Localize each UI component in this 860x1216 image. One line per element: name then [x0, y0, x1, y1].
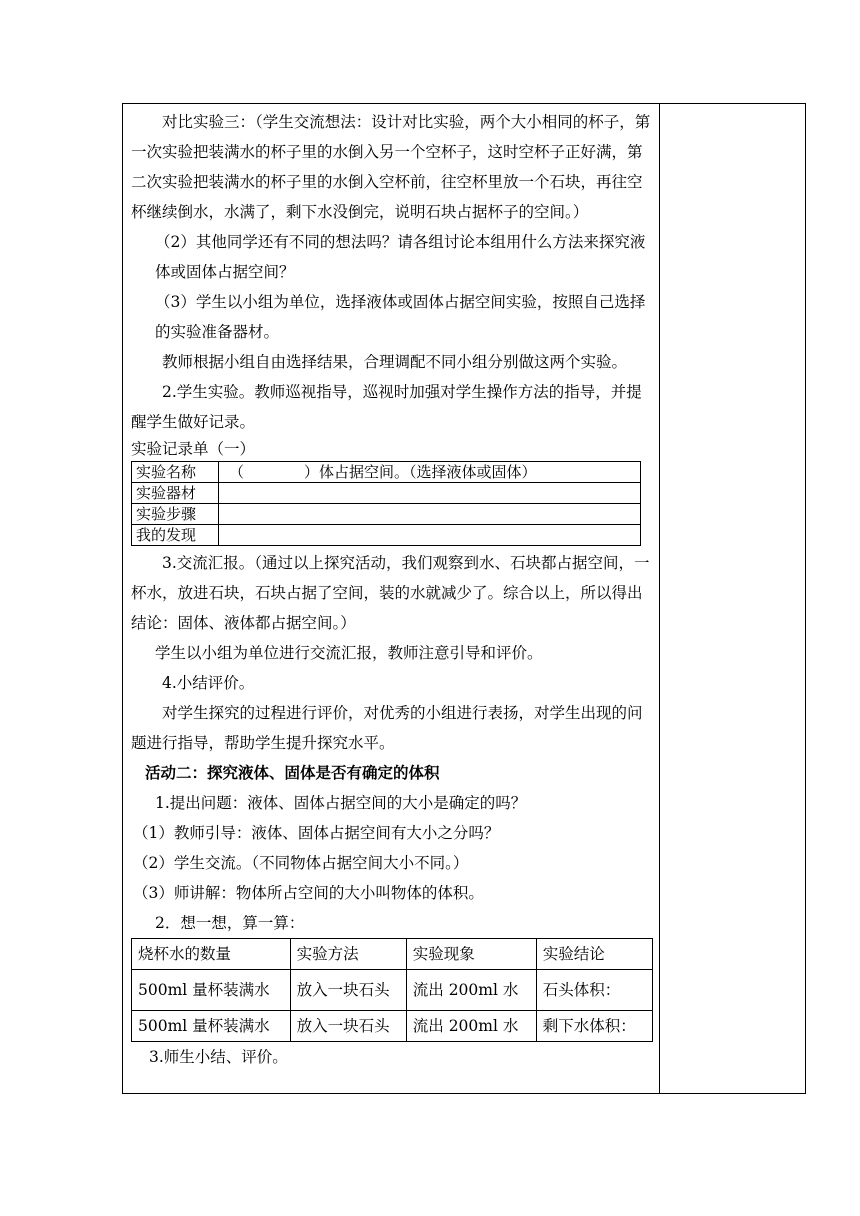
table-cell — [219, 504, 641, 525]
table-row — [132, 504, 641, 525]
table-header-cell: 实验现象 — [406, 939, 536, 970]
lesson-content — [131, 107, 653, 1072]
table-cell: 剩下水体积： — [536, 1011, 652, 1042]
table-cell: （ ）体占据空间。（选择液体或固体） — [219, 462, 641, 483]
table-cell: 我的发现 — [132, 525, 219, 546]
table-cell: 放入一块石头 — [290, 970, 406, 1011]
table-row — [132, 970, 653, 1011]
table-row — [132, 462, 641, 483]
table-header-cell: 实验方法 — [290, 939, 406, 970]
table-cell — [219, 483, 641, 504]
paragraph: 2.学生实验。教师巡视指导，巡视时加强对学生操作方法的指导，并提醒学生做好记录。 — [131, 383, 642, 431]
paragraph: （3）学生以小组为单位，选择液体或固体占据空间实验，按照自己选择的实验准备器材。 — [155, 293, 646, 341]
paragraph: 3.师生小结、评价。 — [149, 1048, 288, 1066]
table-cell: 500ml 量杯装满水 — [132, 970, 291, 1011]
table-cell: 实验名称 — [132, 462, 219, 483]
table-row — [132, 939, 653, 970]
record-table — [131, 461, 641, 546]
table-cell: 石头体积： — [536, 970, 652, 1011]
table-cell: 实验器材 — [132, 483, 219, 504]
table-cell — [219, 525, 641, 546]
record-sheet-title: 实验记录单（一） — [131, 440, 256, 458]
paragraph: 4.小结评价。 — [162, 674, 255, 692]
paragraph: 教师根据小组自由选择结果，合理调配不同小组分别做这两个实验。 — [162, 353, 628, 371]
calc-table — [131, 938, 653, 1042]
paragraph: 3.交流汇报。（通过以上探究活动，我们观察到水、石块都占据空间，一杯水，放进石块，石块占据了空间，装的水就减少了。综合以上，所以得出结论：固体、液体都占据空间。） — [131, 554, 650, 632]
paragraph: 对学生探究的过程进行评价，对优秀的小组进行表扬，对学生出现的问题进行指导，帮助学生提升探究水平。 — [131, 704, 643, 752]
paragraph: （2）学生交流。（不同物体占据空间大小不同。） — [133, 854, 469, 872]
table-cell: 实验步骤 — [132, 504, 219, 525]
paragraph: 2．想一想，算一算： — [155, 914, 305, 932]
paragraph: （1）教师引导：液体、固体占据空间有大小之分吗？ — [133, 824, 500, 842]
table-row — [132, 483, 641, 504]
paragraph: 对比实验三：（学生交流想法：设计对比实验，两个大小相同的杯子，第一次实验把装满水的杯子里的水倒入另一个空杯子，这时空杯子正好满，第二次实验把装满水的杯子里的水倒入空杯前，往空杯里放一个石块，再往空杯继续倒水，水满了，剩下水没倒完，说明石块占据杯子的空间。） — [131, 113, 651, 221]
table-cell: 500ml 量杯装满水 — [132, 1011, 291, 1042]
table-cell: 放入一块石头 — [290, 1011, 406, 1042]
paragraph: （2）其他同学还有不同的想法吗？请各组讨论本组用什么方法来探究液体或固体占据空间？ — [155, 233, 646, 281]
paragraph: 1.提出问题：液体、固体占据空间的大小是确定的吗？ — [155, 794, 527, 812]
paragraph: （3）师讲解：物体所占空间的大小叫物体的体积。 — [133, 884, 484, 902]
table-row — [132, 1011, 653, 1042]
table-header-cell: 烧杯水的数量 — [132, 939, 291, 970]
column-divider — [659, 103, 660, 1094]
table-cell: 流出 200ml 水 — [406, 970, 536, 1011]
paragraph: 学生以小组为单位进行交流汇报，教师注意引导和评价。 — [155, 644, 543, 662]
table-header-cell: 实验结论 — [536, 939, 652, 970]
table-row — [132, 525, 641, 546]
activity2-heading: 活动二：探究液体、固体是否有确定的体积 — [145, 763, 440, 782]
table-cell: 流出 200ml 水 — [406, 1011, 536, 1042]
